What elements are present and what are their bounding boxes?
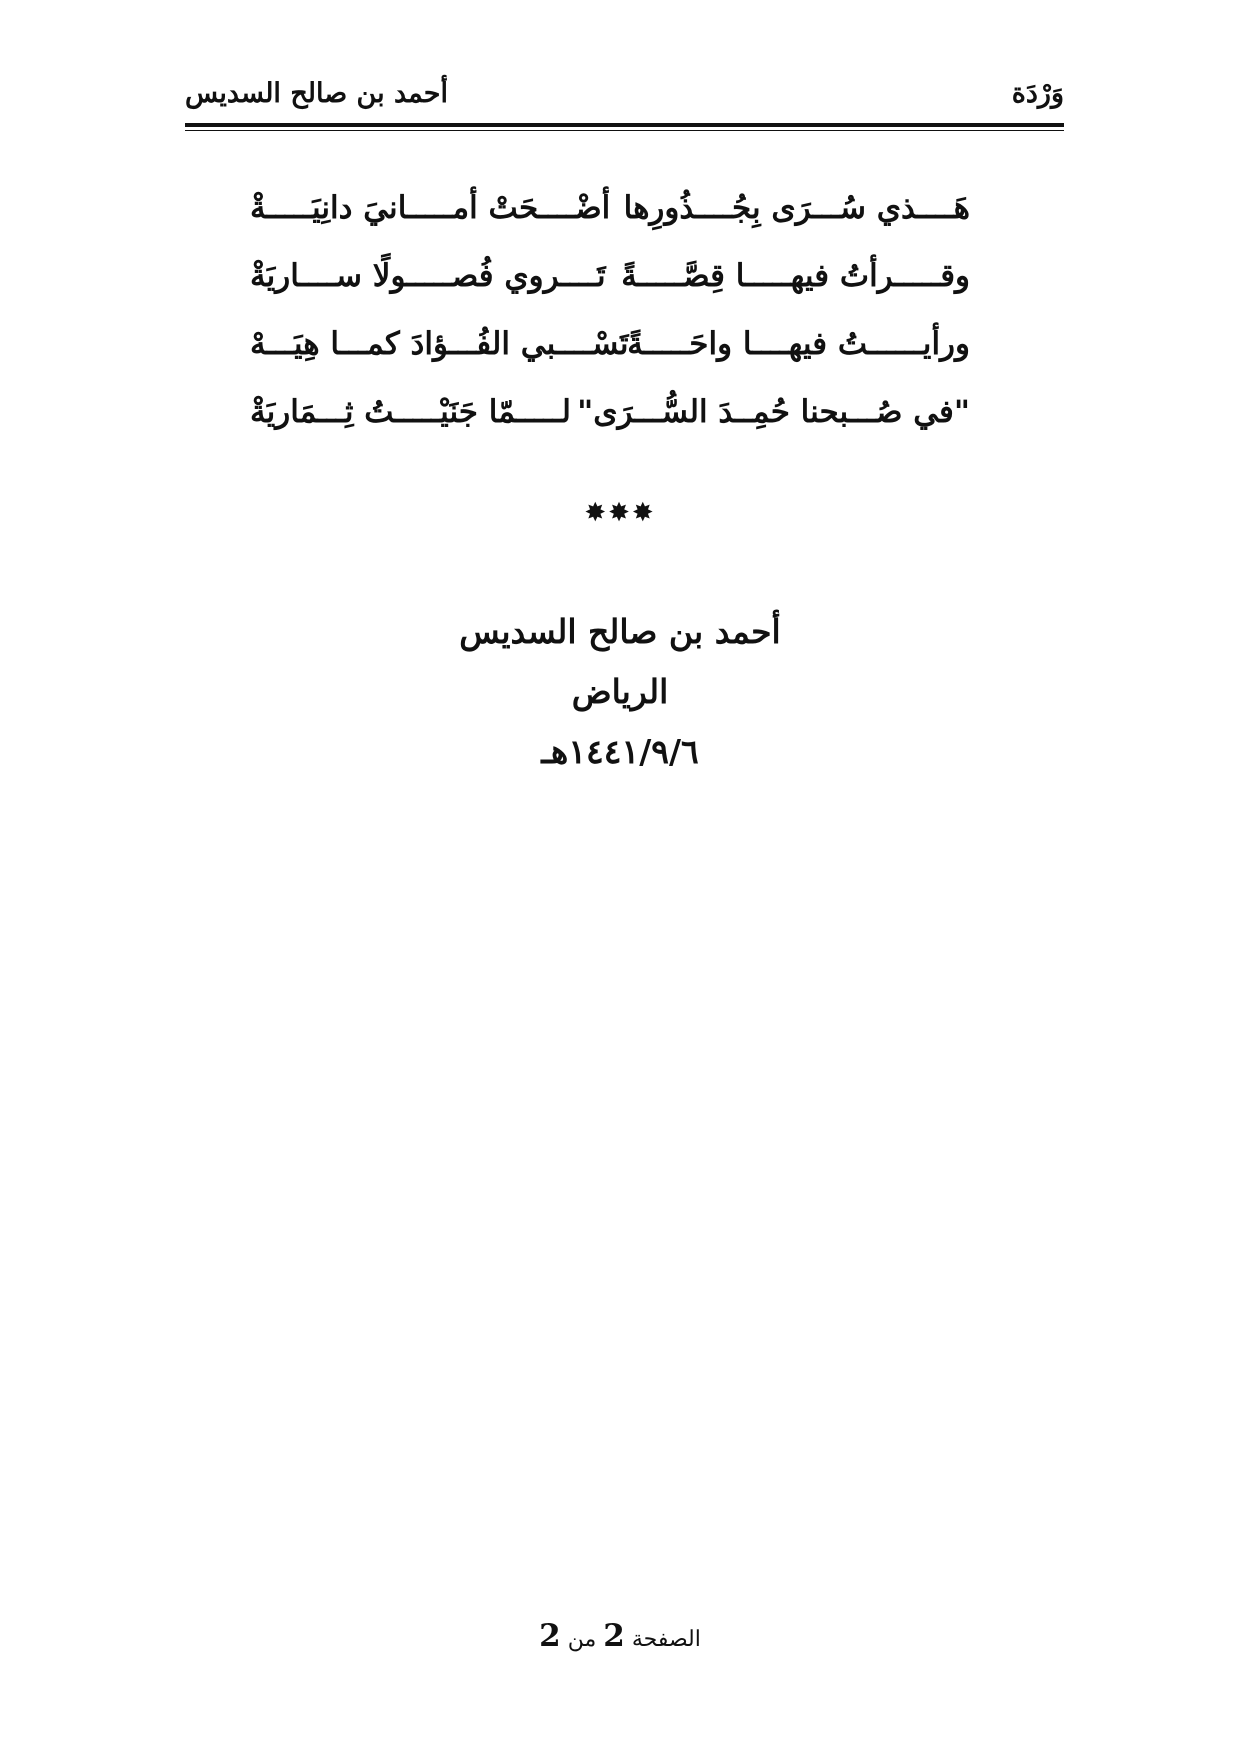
footer-total-pages: 2 [539, 1618, 561, 1654]
section-separator: ✸✸✸ [584, 498, 656, 528]
verse-4-first-hemistich: "في صُـــبحنا حُمِــدَ السُّـــرَى" [577, 394, 970, 430]
signature-block [0, 612, 1240, 792]
footer-page-word: الصفحة [631, 1627, 701, 1652]
header-rule-thin [185, 130, 1064, 131]
verse-4-second-hemistich: لـــــمّا جَنَيْـــــتُ ثِـــمَاريَةْ [250, 394, 571, 430]
document-title: وَرْدَة [1011, 78, 1064, 109]
verse-1 [250, 190, 970, 258]
verse-2-second-hemistich: تَــــروي فُصـــــولًا ســــاريَةْ [250, 258, 606, 294]
poem [250, 190, 970, 462]
verse-3 [250, 326, 970, 394]
verse-4 [250, 394, 970, 462]
verse-3-second-hemistich: تَسْــــبي الفُـــؤادَ كمـــا هِيَـــهْ [250, 326, 629, 362]
verse-1-second-hemistich: أضْــــحَتْ أمـــــانيَ دانِيَـــــةْ [250, 190, 611, 226]
page-header [185, 78, 1064, 118]
verse-3-first-hemistich: ورأيــــــتُ فيهــــا واحَـــــةً [627, 326, 970, 362]
footer-current-page: 2 [603, 1618, 625, 1654]
verse-1-first-hemistich: هَــــذي سُـــرَى بِجُــــذُورِها [623, 190, 970, 226]
verse-2-first-hemistich: وقـــــرأتُ فيهـــــا قِصَّـــــةً [621, 258, 970, 294]
header-author: أحمد بن صالح السديس [185, 78, 448, 109]
header-rule-thick [185, 123, 1064, 127]
page-footer [0, 1618, 1240, 1654]
signature-city: الرياض [571, 672, 669, 711]
verse-2 [250, 258, 970, 326]
signature-name: أحمد بن صالح السديس [459, 612, 781, 651]
footer-of-word: من [567, 1627, 597, 1652]
signature-date: ١٤٤١/٩/٦هـ [541, 732, 699, 771]
